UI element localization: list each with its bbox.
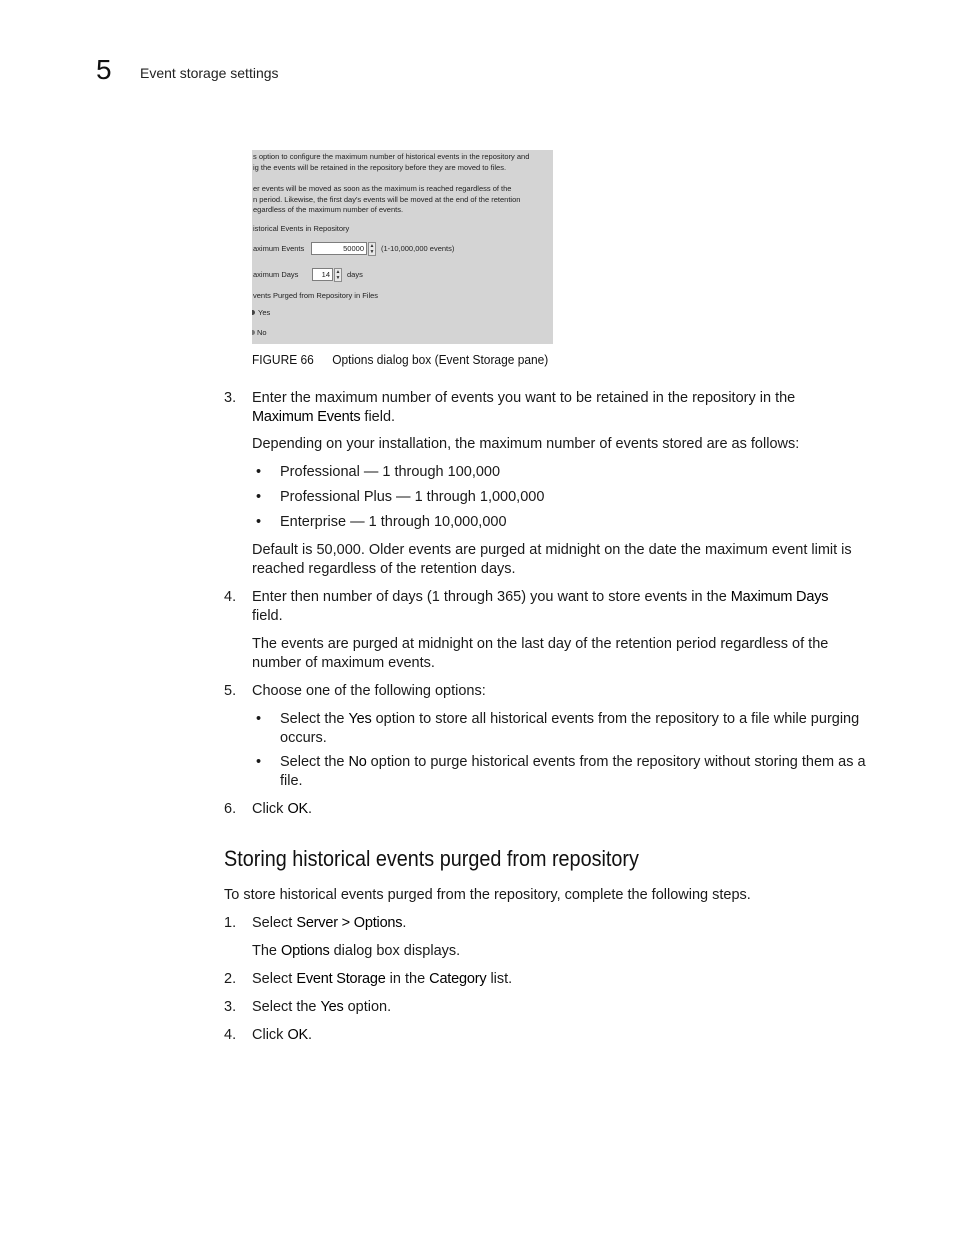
figure-desc-line: ig the events will be retained in the repository before they are moved to files. xyxy=(253,163,507,172)
max-days-input[interactable]: 14 xyxy=(312,268,333,281)
max-events-label: aximum Events xyxy=(253,244,305,253)
bullet-icon: • xyxy=(256,754,262,770)
max-events-spinner[interactable] xyxy=(368,242,376,256)
step-3-text xyxy=(252,389,872,427)
figure-section-label: istorical Events in Repository xyxy=(253,224,350,233)
step-text: in the xyxy=(385,971,430,987)
max-days-label: aximum Days xyxy=(253,270,299,279)
step-number: 4. xyxy=(224,1027,237,1043)
option-yes-item xyxy=(280,710,872,748)
step-text: Click xyxy=(252,801,288,817)
figure-desc-line: s option to configure the maximum number of historical events in the repository and xyxy=(253,152,530,161)
spinner-down-icon[interactable]: ▼ xyxy=(369,249,375,255)
bullet-icon: • xyxy=(256,514,262,530)
ui-term-maximum-events: Maximum Events xyxy=(252,409,361,425)
default-note: Default is 50,000. Older events are purged at midnight on the date the maximum event limit is reached regardless of the retention days. xyxy=(252,542,852,577)
ui-term-maximum-days: Maximum Days xyxy=(730,589,829,605)
step-number: 5. xyxy=(224,683,237,699)
options-dialog-figure xyxy=(252,150,553,344)
step-text: field. xyxy=(360,409,396,425)
bullet-icon: • xyxy=(256,711,262,727)
yes-radio-icon[interactable] xyxy=(252,310,255,315)
max-events-range: (1-10,000,000 events) xyxy=(381,244,455,253)
no-radio-label[interactable]: No xyxy=(257,328,267,337)
ui-term-yes: Yes xyxy=(320,999,344,1015)
max-days-unit: days xyxy=(347,270,363,279)
ui-term-ok: OK xyxy=(287,801,309,817)
figure-desc-line: er events will be moved as soon as the maximum is reached regardless of the xyxy=(253,184,512,193)
figure-desc-line: n period. Likewise, the first day's events will be moved at the end of the retention xyxy=(253,195,521,204)
no-radio-icon[interactable] xyxy=(252,330,255,335)
section-step-2 xyxy=(252,970,872,989)
step-text: . xyxy=(308,1027,313,1043)
figure-caption-label: FIGURE 66 xyxy=(252,352,314,367)
section-step-3 xyxy=(252,998,872,1017)
ui-term-options: Options xyxy=(281,943,330,959)
step-text: list. xyxy=(486,971,513,987)
bullet-icon: • xyxy=(256,464,262,480)
chapter-title: Event storage settings xyxy=(140,65,279,81)
section-step-4 xyxy=(252,1026,872,1045)
step-text: The xyxy=(252,943,282,959)
section-step-1 xyxy=(252,914,872,933)
step-text: . xyxy=(402,915,407,931)
step-text: Select xyxy=(252,971,297,987)
step-text: field. xyxy=(252,608,283,624)
step-text: Enter then number of days (1 through 365) you want to store events in the xyxy=(252,589,731,605)
ui-term-category: Category xyxy=(429,971,487,987)
step-text: option to purge historical events from the repository without storing them as a file. xyxy=(280,754,866,789)
max-days-spinner[interactable] xyxy=(334,268,342,282)
list-item: Enterprise — 1 through 10,000,000 xyxy=(280,514,507,530)
bullet-icon: • xyxy=(256,489,262,505)
step-number: 2. xyxy=(224,971,237,987)
section-step-1-para xyxy=(252,942,872,961)
ui-term-event-storage: Event Storage xyxy=(296,971,386,987)
step-number: 3. xyxy=(224,390,237,406)
step-4-text xyxy=(252,588,872,626)
step-number: 4. xyxy=(224,589,237,605)
step-text: Select the xyxy=(252,999,321,1015)
step-text: Click xyxy=(252,1027,288,1043)
step-text: option to store all historical events from the repository to a file while purging occurs. xyxy=(280,711,860,746)
step-number: 1. xyxy=(224,915,237,931)
step-text: dialog box displays. xyxy=(329,943,461,959)
option-no-item xyxy=(280,753,872,791)
step-4-para: The events are purged at midnight on the last day of the retention period regardless of the number of maximum events. xyxy=(252,636,829,671)
step-text: option. xyxy=(343,999,392,1015)
step-number: 6. xyxy=(224,801,237,817)
step-text: Select the xyxy=(280,711,349,727)
step-text: Select the xyxy=(280,754,349,770)
purged-to-files-label: vents Purged from Repository in Files xyxy=(253,291,379,300)
yes-radio-label[interactable]: Yes xyxy=(258,308,271,317)
ui-term-yes: Yes xyxy=(348,711,372,727)
ui-term-ok: OK xyxy=(287,1027,309,1043)
step-3-para: Depending on your installation, the maximum number of events stored are as follows: xyxy=(252,436,800,452)
step-text: Enter the maximum number of events you want to be retained in the repository in the xyxy=(252,390,796,406)
spinner-up-icon[interactable]: ▲ xyxy=(369,243,375,249)
step-text: . xyxy=(308,801,313,817)
max-events-input[interactable]: 50000 xyxy=(311,242,367,255)
step-number: 3. xyxy=(224,999,237,1015)
spinner-down-icon[interactable]: ▼ xyxy=(335,275,341,281)
ui-term-server-options: Server > Options xyxy=(296,915,403,931)
step-6-text xyxy=(252,800,872,819)
step-text: Select xyxy=(252,915,297,931)
section-heading: Storing historical events purged from repository xyxy=(224,846,639,871)
figure-caption xyxy=(252,352,548,368)
figure-caption-text: Options dialog box (Event Storage pane) xyxy=(332,352,549,367)
figure-desc-line: egardless of the maximum number of events. xyxy=(253,205,404,214)
step-5-text: Choose one of the following options: xyxy=(252,683,486,699)
list-item: Professional — 1 through 100,000 xyxy=(280,464,501,480)
section-intro: To store historical events purged from the repository, complete the following steps. xyxy=(224,887,751,903)
spinner-up-icon[interactable]: ▲ xyxy=(335,269,341,275)
chapter-number: 5 xyxy=(96,54,112,85)
ui-term-no: No xyxy=(348,754,367,770)
list-item: Professional Plus — 1 through 1,000,000 xyxy=(280,489,545,505)
